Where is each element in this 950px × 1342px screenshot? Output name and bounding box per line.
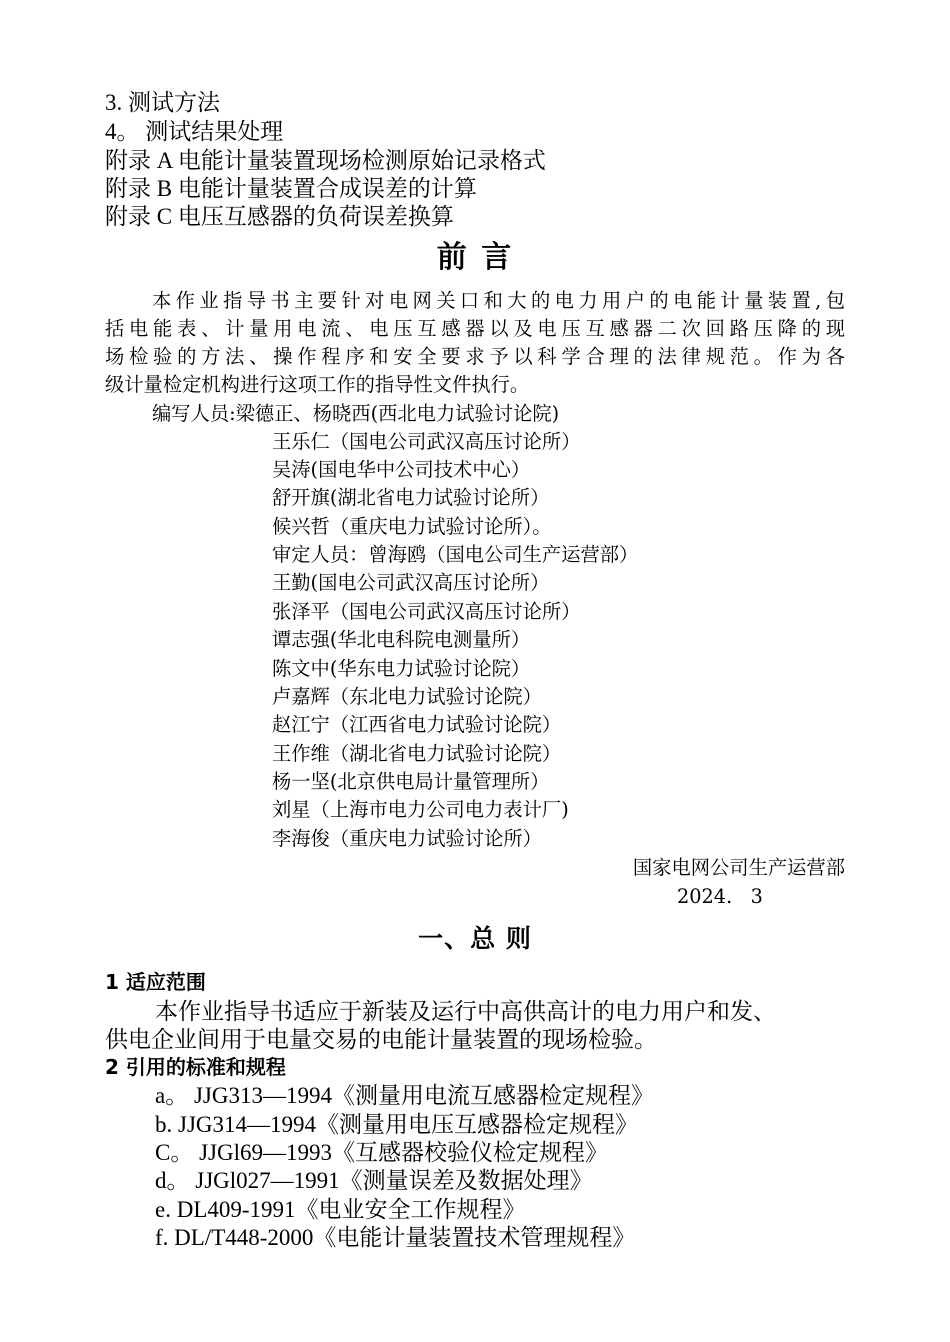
author-entry: 卢嘉辉（东北电力试验讨论院） xyxy=(272,685,542,708)
author-entry: 刘星（上海市电力公司电力表计厂) xyxy=(272,798,569,821)
preface-title: 前 言 xyxy=(436,240,514,275)
reference-item: b. JJG314—1994《测量用电压互感器检定规程》 xyxy=(155,1112,639,1137)
author-entry: 陈文中(华东电力试验讨论院） xyxy=(272,657,531,680)
author-entry: 王勤(国电公司武汉高压讨论所） xyxy=(272,571,550,594)
section-body-line: 本作业指导书适应于新装及运行中高供高计的电力用户和发、 xyxy=(155,999,776,1024)
section-heading: 1 适应范围 xyxy=(105,970,206,994)
author-entry: 王乐仁（国电公司武汉高压讨论所） xyxy=(272,430,581,453)
toc-item: 附录 B 电能计量装置合成误差的计算 xyxy=(105,176,477,201)
author-entry: 舒开旗(湖北省电力试验讨论所） xyxy=(272,486,550,509)
toc-item: 4。 测试结果处理 xyxy=(105,119,284,144)
toc-item: 附录 C 电压互感器的负荷误差换算 xyxy=(105,204,454,229)
reference-item: C。 JJGl69—1993《互感器校验仪检定规程》 xyxy=(155,1140,608,1165)
reviewer-entry: 审定人员：曾海鸥（国电公司生产运营部） xyxy=(272,543,639,566)
authors-label: 编写人员:梁德正、杨晓西(西北电力试验讨论院) xyxy=(152,402,560,425)
author-entry: 杨一坚(北京供电局计量管理所） xyxy=(272,770,550,793)
issuer: 国家电网公司生产运营部 xyxy=(632,856,845,879)
author-entry: 赵江宁（江西省电力试验讨论院） xyxy=(272,713,562,736)
reference-item: e. DL409-1991《电业安全工作规程》 xyxy=(155,1197,526,1222)
reference-item: d。 JJGl027—1991《测量误差及数据处理》 xyxy=(155,1168,593,1193)
author-entry: 吴涛(国电华中公司技术中心） xyxy=(272,458,531,481)
section-body-line: 供电企业间用于电量交易的电能计量装置的现场检验。 xyxy=(105,1027,657,1052)
author-entry: 李海俊（重庆电力试验讨论所） xyxy=(272,827,542,850)
issue-date: 2024. 3 xyxy=(677,885,763,908)
author-entry: 谭志强(华北电科院电测量所） xyxy=(272,628,531,651)
author-entry: 王作维（湖北省电力试验讨论院） xyxy=(272,742,562,765)
reference-item: f. DL/T448-2000《电能计量装置技术管理规程》 xyxy=(155,1225,636,1250)
preface-paragraph-line: 级计量检定机构进行这项工作的指导性文件执行。 xyxy=(105,373,530,396)
toc-item: 3. 测试方法 xyxy=(105,90,220,115)
preface-paragraph-line: 本作业指导书主要针对电网关口和大的电力用户的电能计量装置,包 xyxy=(152,289,845,312)
author-entry: 张泽平（国电公司武汉高压讨论所） xyxy=(272,600,581,623)
preface-paragraph-line: 场检验的方法、操作程序和安全要求予以科学合理的法律规范。作为各 xyxy=(105,345,845,368)
reference-item: a。 JJG313—1994《测量用电流互感器检定规程》 xyxy=(155,1083,654,1108)
section-heading: 2 引用的标准和规程 xyxy=(105,1055,286,1079)
toc-item: 附录 A 电能计量装置现场检测原始记录格式 xyxy=(105,148,546,173)
preface-paragraph-line: 括电能表、计量用电流、电压互感器以及电压互感器二次回路压降的现 xyxy=(105,317,845,340)
author-entry: 候兴哲（重庆电力试验讨论所）。 xyxy=(272,515,552,538)
general-title: 一、总 则 xyxy=(418,924,532,953)
